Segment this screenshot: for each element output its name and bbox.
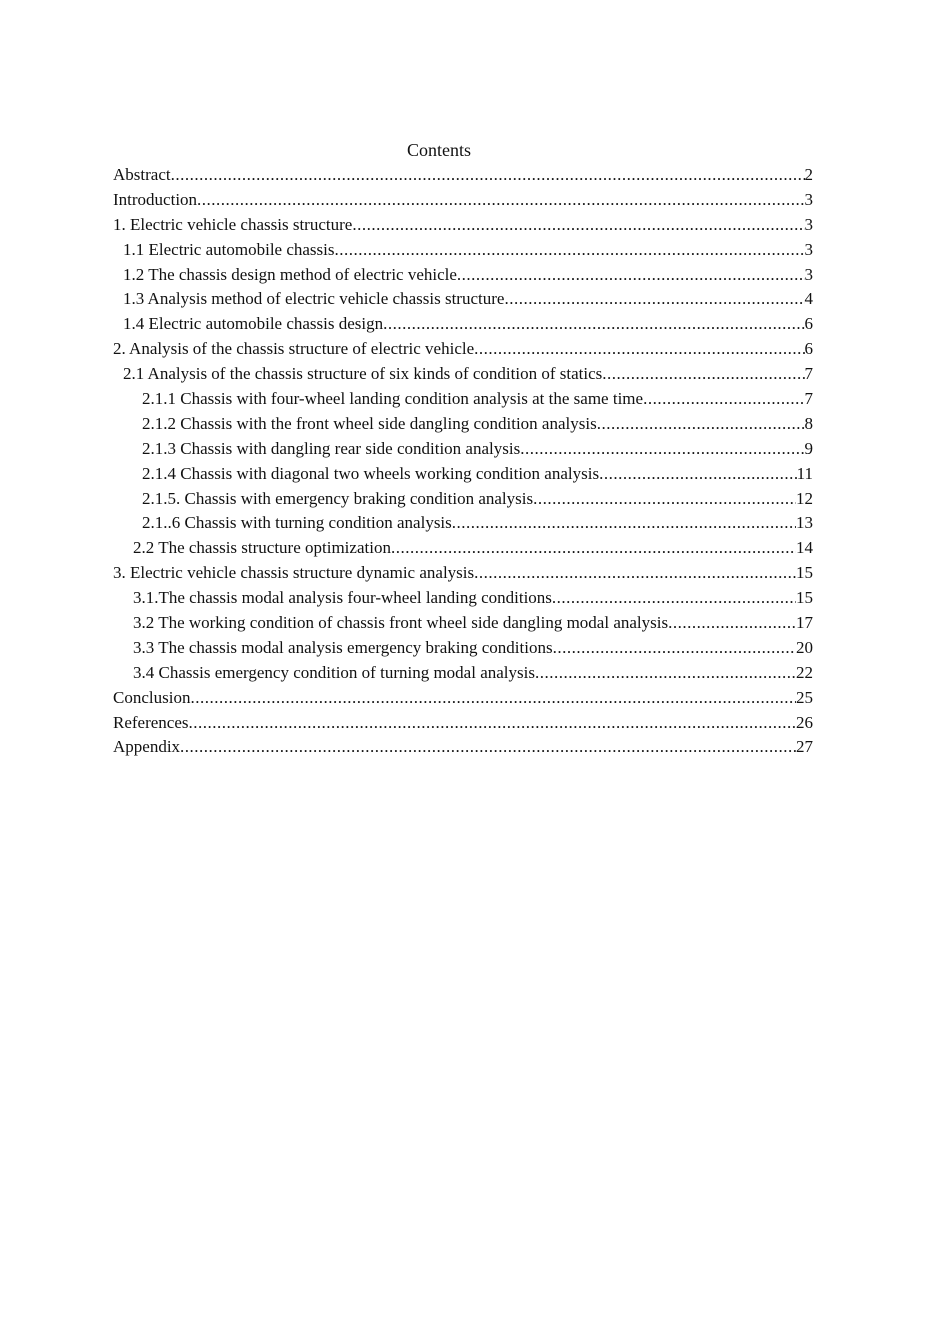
- toc-entry-page-number: 7: [804, 364, 813, 384]
- toc-entry-page-number: 17: [796, 613, 813, 633]
- toc-dot-leader: [335, 238, 805, 263]
- toc-entry-page-number: 9: [804, 438, 813, 458]
- toc-entry-title: 2.1.2 Chassis with the front wheel side dangling condition analysis: [142, 413, 597, 433]
- toc-entry-title: 1.3 Analysis method of electric vehicle chassis structure: [123, 289, 505, 309]
- toc-entry[interactable]: [113, 238, 813, 263]
- toc-entry-title: 3.3 The chassis modal analysis emergency braking conditions: [133, 637, 553, 657]
- toc-dot-leader: [190, 686, 796, 711]
- toc-entry-title: 2.1.4 Chassis with diagonal two wheels working condition analysis: [142, 463, 600, 483]
- toc-dot-leader: [535, 661, 796, 686]
- toc-dot-leader: [533, 487, 796, 512]
- toc-entry-title: References: [113, 712, 189, 732]
- toc-entry-title: 1.1 Electric automobile chassis: [123, 239, 335, 259]
- toc-entry-title: Appendix: [113, 737, 181, 757]
- toc-dot-leader: [474, 337, 804, 362]
- toc-dot-leader: [474, 561, 796, 586]
- toc-entry-title: 2.1 Analysis of the chassis structure of six kinds of condition of statics: [123, 364, 603, 384]
- toc-entry[interactable]: [113, 337, 813, 362]
- toc-entry-title: 1.2 The chassis design method of electric vehicle: [123, 264, 457, 284]
- toc-dot-leader: [197, 188, 804, 213]
- toc-entry[interactable]: [113, 412, 813, 437]
- toc-entry-title: 3.1.The chassis modal analysis four-wheel landing conditions: [133, 588, 552, 608]
- toc-dot-leader: [602, 362, 804, 387]
- toc-entry[interactable]: [113, 636, 813, 661]
- toc-entry[interactable]: [113, 188, 813, 213]
- toc-dot-leader: [452, 511, 796, 536]
- toc-entry[interactable]: [113, 263, 813, 288]
- toc-dot-leader: [520, 437, 804, 462]
- toc-entry-page-number: 13: [796, 513, 813, 533]
- toc-dot-leader: [597, 412, 805, 437]
- toc-entry[interactable]: [113, 586, 813, 611]
- toc-entry[interactable]: [113, 686, 813, 711]
- toc-entry[interactable]: [113, 437, 813, 462]
- toc-entry[interactable]: [113, 312, 813, 337]
- toc-entry-page-number: 14: [796, 538, 813, 558]
- toc-entry-page-number: 7: [804, 389, 813, 409]
- toc-entry-title: Introduction: [113, 189, 198, 209]
- toc-entry[interactable]: [113, 561, 813, 586]
- toc-entry-title: Conclusion: [113, 687, 191, 707]
- toc-entry[interactable]: [113, 611, 813, 636]
- toc-entry[interactable]: [113, 163, 813, 188]
- toc-entry-title: 2.1.5. Chassis with emergency braking condition analysis: [142, 488, 534, 508]
- toc-entry-page-number: 20: [796, 637, 813, 657]
- toc-entry-title: 2.1..6 Chassis with turning condition analysis: [142, 513, 452, 533]
- toc-entry-page-number: 6: [804, 314, 813, 334]
- toc-entry-title: 2.1.3 Chassis with dangling rear side condition analysis: [142, 438, 521, 458]
- toc-dot-leader: [599, 462, 797, 487]
- toc-entry-page-number: 11: [796, 463, 813, 483]
- toc-dot-leader: [383, 312, 804, 337]
- table-of-contents: [113, 163, 813, 760]
- toc-entry-title: Abstract: [113, 165, 171, 184]
- toc-entry-title: 3.4 Chassis emergency condition of turning modal analysis: [133, 662, 535, 682]
- toc-dot-leader: [180, 735, 796, 760]
- toc-entry[interactable]: [113, 536, 813, 561]
- toc-entry-page-number: 3: [804, 189, 813, 209]
- toc-entry[interactable]: [113, 711, 813, 736]
- toc-entry-page-number: 2: [804, 165, 813, 184]
- toc-dot-leader: [171, 163, 805, 188]
- toc-entry-title: 2.2 The chassis structure optimization: [133, 538, 391, 558]
- toc-entry[interactable]: [113, 213, 813, 238]
- toc-dot-leader: [504, 287, 804, 312]
- toc-entry[interactable]: [113, 735, 813, 760]
- toc-entry-page-number: 6: [804, 339, 813, 359]
- toc-entry[interactable]: [113, 487, 813, 512]
- toc-entry-title: 2. Analysis of the chassis structure of electric vehicle: [113, 339, 475, 359]
- toc-dot-leader: [352, 213, 804, 238]
- toc-dot-leader: [391, 536, 796, 561]
- toc-dot-leader: [553, 636, 796, 661]
- toc-entry-page-number: 27: [796, 737, 813, 757]
- toc-dot-leader: [457, 263, 805, 288]
- toc-entry-title: 2.1.1 Chassis with four-wheel landing condition analysis at the same time: [142, 389, 644, 409]
- toc-entry-page-number: 15: [796, 588, 813, 608]
- toc-entry-page-number: 22: [796, 662, 813, 682]
- toc-entry[interactable]: [113, 387, 813, 412]
- toc-dot-leader: [668, 611, 796, 636]
- toc-entry-page-number: 3: [804, 214, 813, 234]
- toc-entry-page-number: 26: [796, 712, 813, 732]
- toc-entry-title: 3. Electric vehicle chassis structure dynamic analysis: [113, 563, 475, 583]
- toc-title: Contents: [406, 140, 471, 160]
- toc-entry-page-number: 25: [796, 687, 813, 707]
- toc-entry-page-number: 15: [796, 563, 813, 583]
- toc-entry-title: 1.4 Electric automobile chassis design: [123, 314, 384, 334]
- toc-entry-title: 1. Electric vehicle chassis structure: [113, 214, 353, 234]
- toc-dot-leader: [552, 586, 796, 611]
- toc-dot-leader: [643, 387, 804, 412]
- toc-entry-page-number: 3: [804, 239, 813, 259]
- toc-entry-page-number: 12: [796, 488, 813, 508]
- toc-entry-page-number: 8: [804, 413, 813, 433]
- toc-entry[interactable]: [113, 511, 813, 536]
- toc-dot-leader: [189, 711, 796, 736]
- toc-entry[interactable]: [113, 287, 813, 312]
- toc-entry[interactable]: [113, 661, 813, 686]
- toc-entry-title: 3.2 The working condition of chassis front wheel side dangling modal analysis: [133, 613, 669, 633]
- toc-entry[interactable]: [113, 362, 813, 387]
- toc-entry-page-number: 3: [804, 264, 813, 284]
- toc-entry[interactable]: [113, 462, 813, 487]
- toc-entry-page-number: 4: [804, 289, 813, 309]
